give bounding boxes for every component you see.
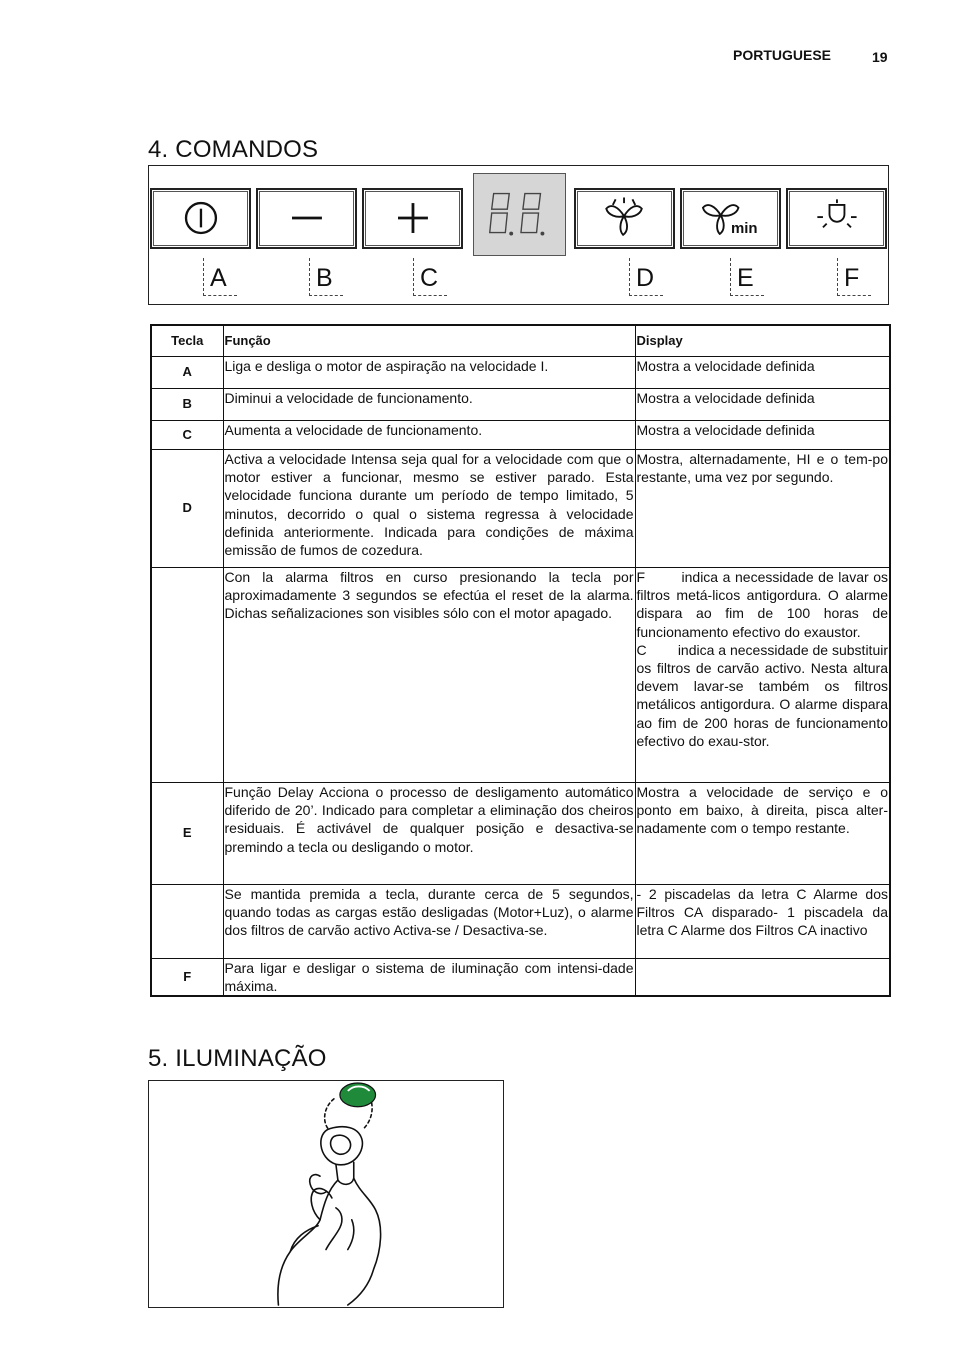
row-key: C xyxy=(151,421,223,450)
row-key: D xyxy=(151,450,223,568)
key-label-a: A xyxy=(203,258,237,296)
key-e-button[interactable] xyxy=(680,188,781,249)
light-icon xyxy=(788,190,885,247)
minus-icon xyxy=(258,190,355,247)
table-row xyxy=(151,568,890,783)
row-key xyxy=(151,568,223,783)
section-title-lighting: 5. ILUMINAÇÃO xyxy=(148,1045,327,1072)
row-function: Se mantida premida a tecla, durante cerca de 5 segundos, quando todas as cargas estão desligadas (Motor+Luz), o alarme dos filtros de carvão activo Activa-se / Desactiva-se. xyxy=(223,885,635,959)
row-function: Con la alarma filtros en curso presionando la tecla por aproximadamente 3 segundos se efectúa el reset de la alarma. Dichas señalizaciones son visibles sólo con el motor apagado. xyxy=(223,568,635,783)
row-function: Para ligar e desligar o sistema de iluminação com intensi-dade máxima. xyxy=(223,959,635,997)
row-key xyxy=(151,885,223,959)
table-row xyxy=(151,450,890,568)
key-c-button[interactable] xyxy=(362,188,463,249)
row-display: - 2 piscadelas da letra C Alarme dos Filtros CA disparado- 1 piscadela da letra C Alarme dos Filtros CA inactivo xyxy=(635,885,890,959)
row-function: Diminui a velocidade de funcionamento. xyxy=(223,389,635,421)
hand-replacing-bulb-illustration xyxy=(148,1080,504,1308)
row-key: B xyxy=(151,389,223,421)
key-a-button[interactable] xyxy=(150,188,251,249)
row-display: Mostra a velocidade definida xyxy=(635,389,890,421)
key-label-b: B xyxy=(309,258,343,296)
key-d-button[interactable] xyxy=(574,188,675,249)
table-row xyxy=(151,783,890,885)
filter-alarm-grease-text: F indica a necessidade de lavar os filtros metá-licos antigordura. O alarme dispara ao fim de 100 horas de funcionamento efectivo do exaustor. xyxy=(636,569,892,640)
row-display: Mostra, alternadamente, HI e o tem-po restante, uma vez por segundo. xyxy=(635,450,890,568)
row-display xyxy=(635,568,890,783)
header-display: Display xyxy=(635,325,890,357)
svg-text:min: min xyxy=(730,219,758,237)
header-key: Tecla xyxy=(151,325,223,357)
key-label-e: E xyxy=(730,258,764,296)
table-row xyxy=(151,959,890,997)
power-icon xyxy=(152,190,249,247)
row-function: Aumenta a velocidade de funcionamento. xyxy=(223,421,635,450)
row-function: Função Delay Acciona o processo de desligamento automático diferido de 20’. Indicado para completar a eliminação dos cheiros residuais. É activável de qualquer posição e desactiva-se premindo a tecla ou desligando o motor. xyxy=(223,783,635,885)
filter-alarm-carbon-text: C indica a necessidade de substituir os filtros de carvão activo. Nesta altura devem lavar-se também os filtros metálicos antigordura. O alarme dispara ao fim de 200 horas de funcionamento efectivo do exau-stor. xyxy=(636,641,892,749)
language-label: PORTUGUESE xyxy=(733,47,832,63)
key-label-f: F xyxy=(837,258,871,296)
row-function: Liga e desliga o motor de aspiração na velocidade I. xyxy=(223,357,635,389)
table-row xyxy=(151,421,890,450)
key-label-d: D xyxy=(629,258,663,296)
key-label-c: C xyxy=(413,258,447,296)
fan-timer-icon xyxy=(682,190,779,247)
table-row xyxy=(151,389,890,421)
row-function: Activa a velocidade Intensa seja qual for a velocidade com que o motor estiver a funcionar, mesmo se estiver parado. Esta velocidade funciona durante um período de tempo limitado, 5 minutos, decorrido o qual o sistema regressa à velocidade definida anteriormente. Indicada para condições de máxima emissão de fumos de cozedura. xyxy=(223,450,635,568)
row-display xyxy=(635,959,890,997)
row-key: E xyxy=(151,783,223,885)
row-display: Mostra a velocidade de serviço e o ponto em baixo, à direita, pisca alter-nadamente com o tempo restante. xyxy=(635,783,890,885)
seven-segment-display-icon xyxy=(473,173,566,256)
section-title-commands: 4. COMANDOS xyxy=(148,136,319,163)
header-function: Função xyxy=(223,325,635,357)
row-key: A xyxy=(151,357,223,389)
plus-icon xyxy=(364,190,461,247)
table-header-row xyxy=(151,325,890,357)
table-row xyxy=(151,357,890,389)
row-key: F xyxy=(151,959,223,997)
row-display: Mostra a velocidade definida xyxy=(635,357,890,389)
row-display: Mostra a velocidade definida xyxy=(635,421,890,450)
commands-table xyxy=(150,324,891,997)
key-f-button[interactable] xyxy=(786,188,887,249)
fan-intensive-icon xyxy=(576,190,673,247)
page-number: 19 xyxy=(872,49,888,65)
table-row xyxy=(151,885,890,959)
key-b-button[interactable] xyxy=(256,188,357,249)
